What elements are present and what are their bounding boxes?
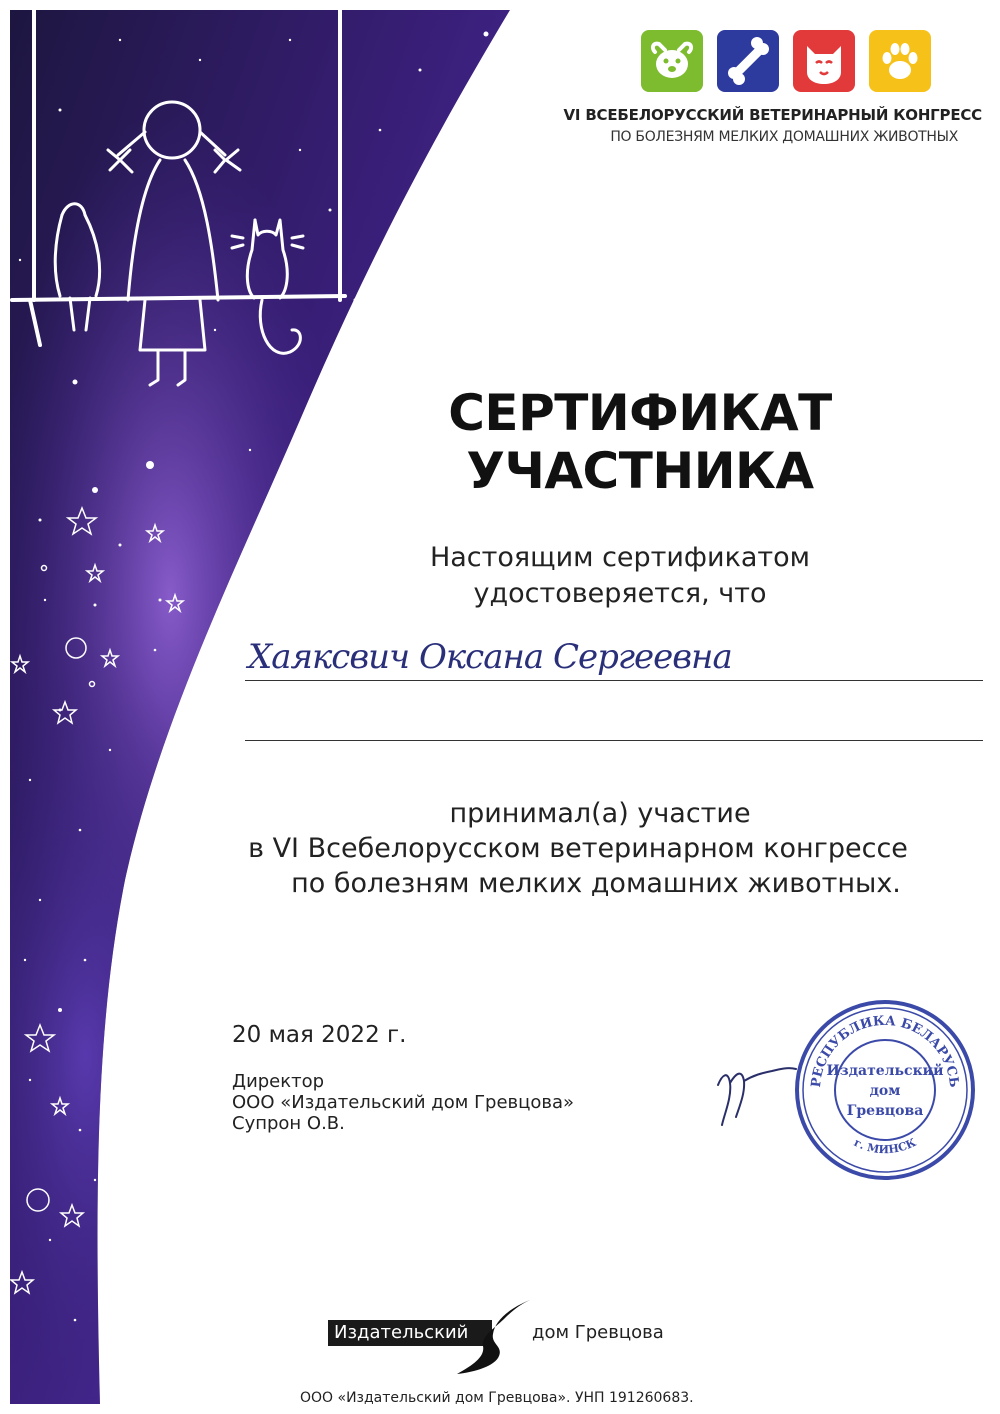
issue-date: 20 мая 2022 г.: [232, 1022, 407, 1048]
participant-name: Хаяксвич Оксана Сергеевна: [248, 637, 732, 677]
certificate-title: СЕРТИФИКАТ УЧАСТНИКА: [448, 384, 832, 500]
dog-icon: [641, 30, 703, 92]
body-line-3: по болезням мелких домашних животных.: [291, 868, 901, 899]
bone-logo-tile: [717, 30, 779, 92]
stamp-outer-text: РЕСПУБЛИКА БЕЛАРУСЬ: [808, 1013, 962, 1089]
signatory-organization: ООО «Издательский дом Гревцова»: [232, 1092, 575, 1113]
bone-icon: [717, 30, 779, 92]
paw-logo-tile: [869, 30, 931, 92]
stamp-center-line-1: Издательский: [826, 1063, 944, 1079]
signatory-position: Директор: [232, 1071, 325, 1092]
stamp-center-line-3: Гревцова: [846, 1103, 924, 1119]
congress-subtitle: ПО БОЛЕЗНЯМ МЕЛКИХ ДОМАШНИХ ЖИВОТНЫХ: [610, 129, 958, 145]
name-underline: [245, 680, 983, 681]
intro-line-1: Настоящим сертификатом: [429, 542, 811, 573]
dog-logo-tile: [641, 30, 703, 92]
paw-icon: [869, 30, 931, 92]
publisher-logo-right: дом Гревцова: [532, 1322, 664, 1343]
cat-logo-tile: [793, 30, 855, 92]
congress-title: VI ВСЕБЕЛОРУССКИЙ ВЕТЕРИНАРНЫЙ КОНГРЕСС: [563, 106, 982, 124]
signatory-name: Супрон О.В.: [232, 1113, 345, 1134]
signature: [710, 1045, 800, 1135]
publisher-logo-left: Издательский: [328, 1320, 492, 1346]
intro-line-2: удостоверяется, что: [473, 578, 767, 609]
cat-icon: [793, 30, 855, 92]
footer-legal: ООО «Издательский дом Гревцова». УНП 191260683.: [300, 1390, 694, 1406]
official-stamp: [790, 995, 980, 1185]
stamp-bottom-text: г. МИНСК: [851, 1135, 919, 1157]
body-line-1: принимал(а) участие: [449, 798, 751, 829]
body-line-2: в VI Всебелорусском ветеринарном конгрессе: [248, 833, 908, 864]
second-underline: [245, 740, 983, 741]
publisher-logo-mark: [455, 1298, 535, 1376]
stamp-center-line-2: дом: [869, 1083, 901, 1099]
